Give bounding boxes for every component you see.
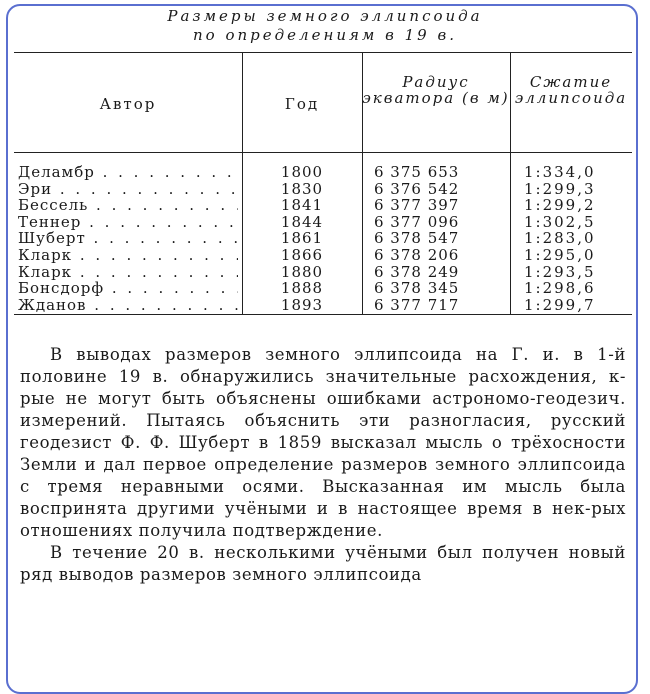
cell-year: 1841 — [280, 196, 324, 215]
cell-flattening: 1:295,0 — [524, 245, 596, 264]
cell-author: Бонсдорф . . . — [18, 280, 238, 297]
table-row — [14, 247, 632, 264]
cell-flattening: 1:299,2 — [524, 196, 596, 215]
header-radius: Радиус экватора (в м) — [362, 73, 510, 107]
table-bottom-rule — [14, 314, 632, 315]
cell-year: 1800 — [280, 163, 324, 181]
cell-radius: 6 377 717 — [374, 295, 460, 314]
cell-author: Шуберт . . . — [18, 230, 238, 247]
paragraph-1: В выводах размеров земного эллипсоида на Г. и. в 1-й половине 19 в. обнаружились значительные расхождения, к-рые не могут быть объяснены ошибками астрономо-геодезич. измерений. Пытаясь объяснить эти разногласия, русский геодезист Ф. Ф. Шуберт в 1859 высказал мысль о трёхосности Земли и дал первое определение размеров земного эллипсоида с тремя неравными осями. Высказанная им мысль была воспринята другими учёными и в настоящее время в нек-рых отношениях получила подтверждение. — [20, 345, 626, 540]
cell-radius: 6 378 547 — [374, 229, 460, 248]
cell-flattening: 1:299,3 — [524, 179, 596, 198]
ellipsoid-table — [14, 52, 632, 340]
paragraph-2: В течение 20 в. несколькими учёными был получен новый ряд выводов размеров земного эллипсоида — [20, 543, 626, 584]
header-author: Автор — [99, 95, 157, 113]
cell-author: Жданов . . . — [18, 297, 238, 314]
table-row — [14, 197, 632, 214]
table-title-line1: Размеры земного эллипсоида — [167, 7, 483, 25]
cell-author: Кларк . . . — [18, 247, 238, 264]
cell-flattening: 1:302,5 — [524, 212, 596, 231]
cell-author: Бессель . . . — [18, 197, 238, 214]
cell-year: 1866 — [280, 245, 324, 264]
cell-flattening: 1:283,0 — [524, 229, 596, 248]
cell-author: Деламбр . . . — [18, 164, 238, 181]
cell-radius: 6 377 096 — [374, 212, 460, 231]
cell-flattening: 1:298,6 — [524, 279, 596, 298]
cell-radius: 6 378 206 — [374, 245, 460, 264]
cell-author: Кларк . . . — [18, 264, 238, 281]
cell-author: Теннер . . . — [18, 214, 238, 231]
header-year: Год — [284, 95, 320, 113]
cell-year: 1861 — [280, 229, 324, 248]
cell-radius: 6 378 249 — [374, 262, 460, 281]
table-row — [14, 164, 632, 181]
cell-year: 1830 — [280, 179, 324, 198]
cell-flattening: 1:293,5 — [524, 262, 596, 281]
table-row — [14, 280, 632, 297]
cell-flattening: 1:334,0 — [524, 163, 596, 181]
table-header-rule — [14, 152, 632, 153]
table-row — [14, 297, 632, 314]
cell-radius: 6 377 397 — [374, 196, 460, 215]
table-row — [14, 230, 632, 247]
cell-radius: 6 375 653 — [374, 163, 460, 181]
table-row — [14, 181, 632, 198]
cell-radius: 6 378 345 — [374, 279, 460, 298]
table-row — [14, 214, 632, 231]
table-body — [14, 164, 632, 313]
table-row — [14, 264, 632, 281]
table-title-line2: по определениям в 19 в. — [193, 26, 457, 44]
header-flattening: Сжатие эллипсоида — [514, 73, 628, 107]
article-body — [20, 344, 626, 586]
cell-year: 1888 — [280, 279, 324, 298]
cell-flattening: 1:299,7 — [524, 295, 596, 314]
cell-year: 1880 — [280, 262, 324, 281]
table-top-rule — [14, 52, 632, 53]
cell-author: Эри . . . — [18, 181, 238, 198]
cell-radius: 6 376 542 — [374, 179, 460, 198]
cell-year: 1844 — [280, 212, 324, 231]
cell-year: 1893 — [280, 295, 324, 314]
